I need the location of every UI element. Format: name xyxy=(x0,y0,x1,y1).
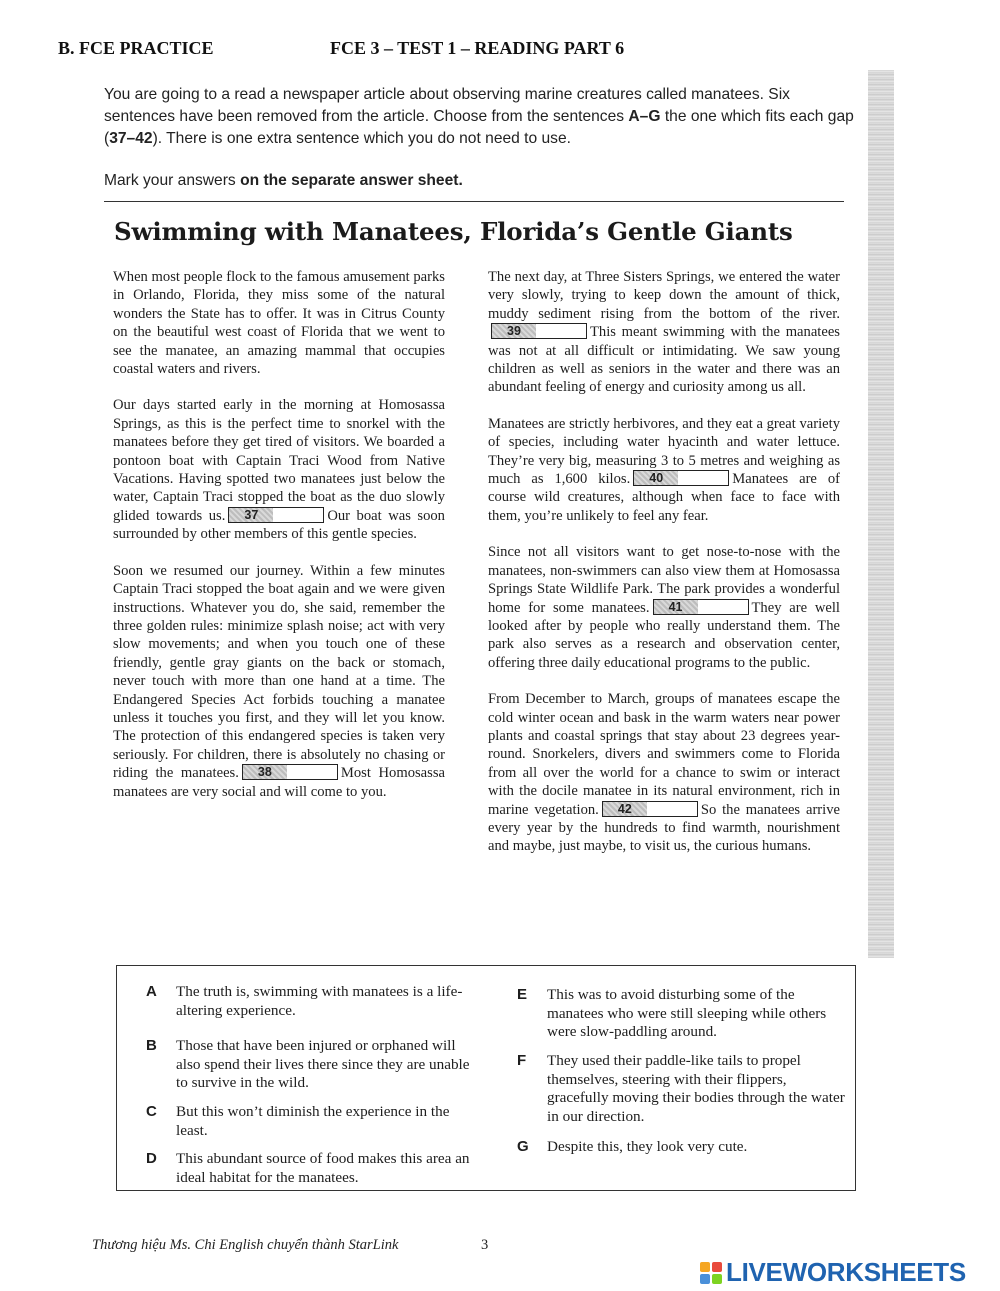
logo-square xyxy=(712,1274,722,1284)
gap-38-number: 38 xyxy=(243,765,287,779)
option-d xyxy=(146,1150,476,1187)
option-letter: A xyxy=(146,983,157,1000)
option-a xyxy=(146,983,476,1020)
liveworksheets-logo[interactable] xyxy=(700,1257,966,1288)
paragraph-text: Our boat was soon surrounded by other members of this gentle species. xyxy=(113,507,445,543)
gap-38-box[interactable] xyxy=(242,764,338,780)
article-paragraph: When most people flock to the famous amusement parks in Orlando, Florida, they miss some of the natural wonders the State has to offer. It was in Citrus County on the beautiful west coast of Florida that we went to see the manatee, an amazing mammal that occupies coastal waters and rivers. xyxy=(113,269,445,378)
logo-square xyxy=(700,1262,710,1272)
article-paragraph xyxy=(488,415,840,525)
paragraph-text: Manatees are of course wild creatures, although when face to face with them, you’re unlikely to feel any fear. xyxy=(488,471,840,524)
paragraph-text: So the manatees arrive every year by the hundreds to find warmth, nourishment and maybe, just maybe, to visit us, the curious humans. xyxy=(488,801,840,855)
instructions-text xyxy=(104,84,856,150)
option-letter: G xyxy=(517,1138,529,1155)
header-left-label: B. FCE PRACTICE xyxy=(58,38,214,58)
mark-answers-text xyxy=(104,170,856,192)
article-paragraph xyxy=(113,562,445,801)
paragraph-text: Manatees are strictly herbivores, and they eat a great variety of species, including water hyacinth and water lettuce. They’re very big, measuring 3 to 5 metres and weighing as much as 1,600 kilos. xyxy=(488,415,840,488)
option-text: They used their paddle-like tails to propel themselves, steering with their flippers, gracefully moving their bodies through the water in our direction. xyxy=(547,1052,845,1125)
option-g xyxy=(517,1138,847,1157)
option-b xyxy=(146,1037,476,1093)
options-box xyxy=(116,965,856,1191)
instructions-gap-range: 37–42 xyxy=(109,130,153,147)
option-letter: B xyxy=(146,1037,157,1054)
option-e xyxy=(517,986,847,1042)
article-column-right xyxy=(488,268,840,874)
option-text: Despite this, they look very cute. xyxy=(547,1138,748,1155)
instructions-range: A–G xyxy=(628,108,661,125)
article-column-left xyxy=(113,268,445,819)
gap-41-box[interactable] xyxy=(653,599,749,615)
gap-39-number: 39 xyxy=(492,324,536,338)
option-letter: F xyxy=(517,1052,527,1069)
option-letter: E xyxy=(517,986,528,1003)
gap-37-number: 37 xyxy=(229,508,273,522)
paragraph-text: Since not all visitors want to get nose-to-nose with the manatees, non-swimmers can also view them at Homosassa Springs State Wildlife Park. The park provides a wonderful home for some manatees. xyxy=(488,544,840,616)
page-number: 3 xyxy=(481,1237,489,1253)
header-test-title: FCE 3 – TEST 1 – READING PART 6 xyxy=(330,38,625,58)
option-letter: D xyxy=(146,1150,157,1167)
gap-37-box[interactable] xyxy=(228,507,324,523)
paragraph-text: This meant swimming with the manatees was not at all difficult or intimidating. We saw young children as well as seniors in the water and there was an abundant feeling of energy and curiosity among us all. xyxy=(488,324,840,396)
logo-square xyxy=(712,1262,722,1272)
logo-text: LIVEWORKSHEETS xyxy=(726,1257,966,1287)
option-f xyxy=(517,1052,847,1126)
gap-39-box[interactable] xyxy=(491,323,587,339)
option-text: Those that have been injured or orphaned will also spend their lives there since they are unable to survive in the wild. xyxy=(176,1037,470,1091)
instructions-part: the one which fits each gap ( xyxy=(104,108,854,147)
paragraph-text: Most Homosassa manatees are very social and will come to you. xyxy=(113,765,445,800)
logo-square xyxy=(700,1274,710,1284)
option-text: But this won’t diminish the experience in the least. xyxy=(176,1103,450,1139)
article-paragraph xyxy=(488,690,840,856)
instructions-part: ). There is one extra sentence which you do not need to use. xyxy=(152,130,571,147)
paragraph-text: Soon we resumed our journey. Within a few minutes Captain Traci stopped the boat again and we were given instructions. Whatever you do, she said, remember the three golden rules: minimize splash noise; act with very slow movements; and when you touch one of these friendly, gentle gray giants on the back or stomach, never touch with more than one hand at a time. The Endangered Species Act forbids touching a manatee unless it touches you first, and they will let you know. The protection of this endangered species is taken very seriously. For children, there is absolutely no chasing or riding the manatees. xyxy=(113,562,445,782)
gap-41-number: 41 xyxy=(654,600,698,614)
article-paragraph xyxy=(488,543,840,672)
paragraph-text: From December to March, groups of manatees escape the cold winter ocean and bask in the warm waters near power plants and coastal springs that stay about 23 degrees year-round. Snorkelers, divers and swimmers come to Florida from all over the world for a chance to swim or interact with the docile manatee in its natural environment, rich in marine vegetation. xyxy=(488,691,840,818)
gap-42-number: 42 xyxy=(603,802,647,816)
option-text: The truth is, swimming with manatees is a life-altering experience. xyxy=(176,983,463,1019)
option-letter: C xyxy=(146,1103,157,1120)
article-paragraph xyxy=(113,396,445,543)
article-paragraph xyxy=(488,268,840,397)
gap-40-box[interactable] xyxy=(633,470,729,486)
scan-edge-strip xyxy=(868,70,894,958)
paragraph-text: The next day, at Three Sisters Springs, we entered the water very slowly, trying to keep down the amount of thick, muddy sediment rising from the bottom of the river. xyxy=(488,269,840,322)
mark-answers-part: Mark your answers xyxy=(104,172,241,189)
mark-answers-bold: on the separate answer sheet. xyxy=(240,172,463,189)
divider-line xyxy=(104,201,844,202)
gap-40-number: 40 xyxy=(634,471,678,485)
footer-credit: Thương hiệu Ms. Chi English chuyển thành StarLink xyxy=(92,1237,399,1253)
article-title: Swimming with Manatees, Florida’s Gentle Giants xyxy=(114,217,793,246)
instructions-part: You are going to a read a newspaper article about observing marine creatures called manatees. Six sentences have been removed from the article. Choose from the sentences xyxy=(104,86,790,125)
option-text: This abundant source of food makes this area an ideal habitat for the manatees. xyxy=(176,1150,470,1186)
option-c xyxy=(146,1103,476,1140)
logo-grid-icon xyxy=(700,1262,722,1284)
option-text: This was to avoid disturbing some of the manatees who were still sleeping while others were slow-paddling around. xyxy=(547,986,827,1040)
gap-42-box[interactable] xyxy=(602,801,698,817)
paragraph-text: Our days started early in the morning at Homosassa Springs, as this is the perfect time to snorkel with the manatees before they get tired of visitors. We boarded a pontoon boat with Captain Traci Wood from Native Vacations. Having spotted two manatees just below the water, Captain Traci stopped the boat as the duo slowly glided towards us. xyxy=(113,397,445,524)
paragraph-text: They are well looked after by people who really understand them. The park also serves as a research and observation center, offering three daily educational programs to the public. xyxy=(488,599,840,671)
instructions xyxy=(104,84,856,192)
